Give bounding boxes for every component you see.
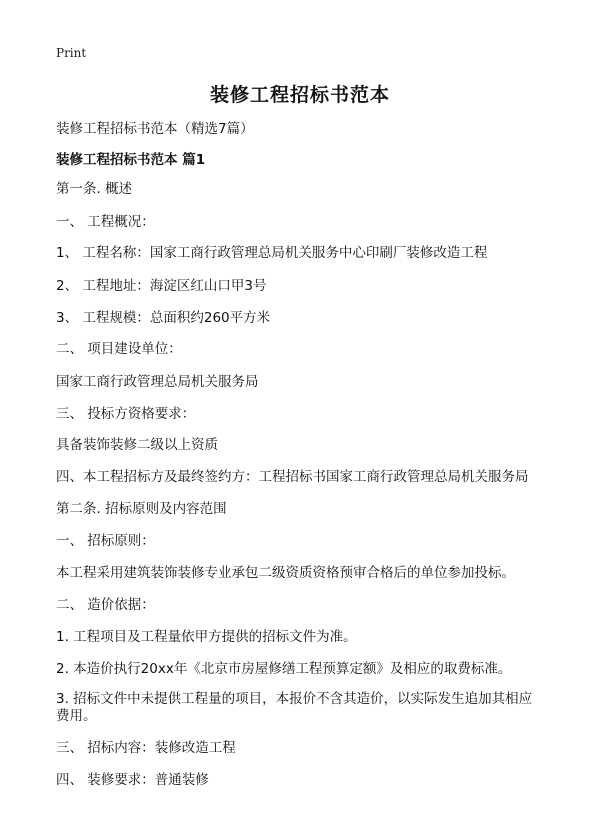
paragraph: 1、 工程名称：国家工商行政管理总局机关服务中心印刷厂装修改造工程 — [56, 245, 488, 261]
paragraph: 三、 投标方资格要求： — [56, 406, 196, 422]
paragraph: 一、 工程概况： — [56, 214, 155, 230]
print-link[interactable]: Print — [56, 46, 87, 60]
paragraph: 一、 招标原则： — [56, 533, 155, 549]
document-title: 装修工程招标书范本 — [209, 84, 390, 106]
document-subtitle: 装修工程招标书范本（精选7篇） — [56, 121, 254, 137]
paragraph: 1. 工程项目及工程量依甲方提供的招标文件为准。 — [56, 629, 357, 645]
paragraph: 第二条. 招标原则及内容范围 — [56, 501, 227, 517]
section-heading: 装修工程招标书范本 篇1 — [56, 152, 206, 168]
paragraph: 2、 工程地址：海淀区红山口甲3号 — [56, 278, 267, 294]
paragraph: 3、 工程规模：总面积约260平方米 — [56, 310, 271, 326]
paragraph: 四、本工程招标方及最终签约方：工程招标书国家工商行政管理总局机关服务局 — [56, 469, 529, 485]
paragraph: 具备装饰装修二级以上资质 — [56, 437, 218, 453]
paragraph: 二、 项目建设单位： — [56, 341, 182, 357]
paragraph: 三、 招标内容：装修改造工程 — [56, 740, 236, 756]
paragraph: 本工程采用建筑装饰装修专业承包二级资质资格预审合格后的单位参加投标。 — [56, 565, 515, 581]
paragraph: 国家工商行政管理总局机关服务局 — [56, 374, 259, 390]
paragraph: 第一条. 概述 — [56, 181, 133, 197]
paragraph: 3. 招标文件中未提供工程量的项目，本报价不含其造价，以实际发生追加其相应费用。 — [56, 691, 533, 724]
paragraph: 二、 造价依据： — [56, 597, 155, 613]
paragraph: 2. 本造价执行20xx年《北京市房屋修缮工程预算定额》及相应的取费标准。 — [56, 661, 512, 677]
paragraph: 四、 装修要求：普通装修 — [56, 772, 209, 788]
